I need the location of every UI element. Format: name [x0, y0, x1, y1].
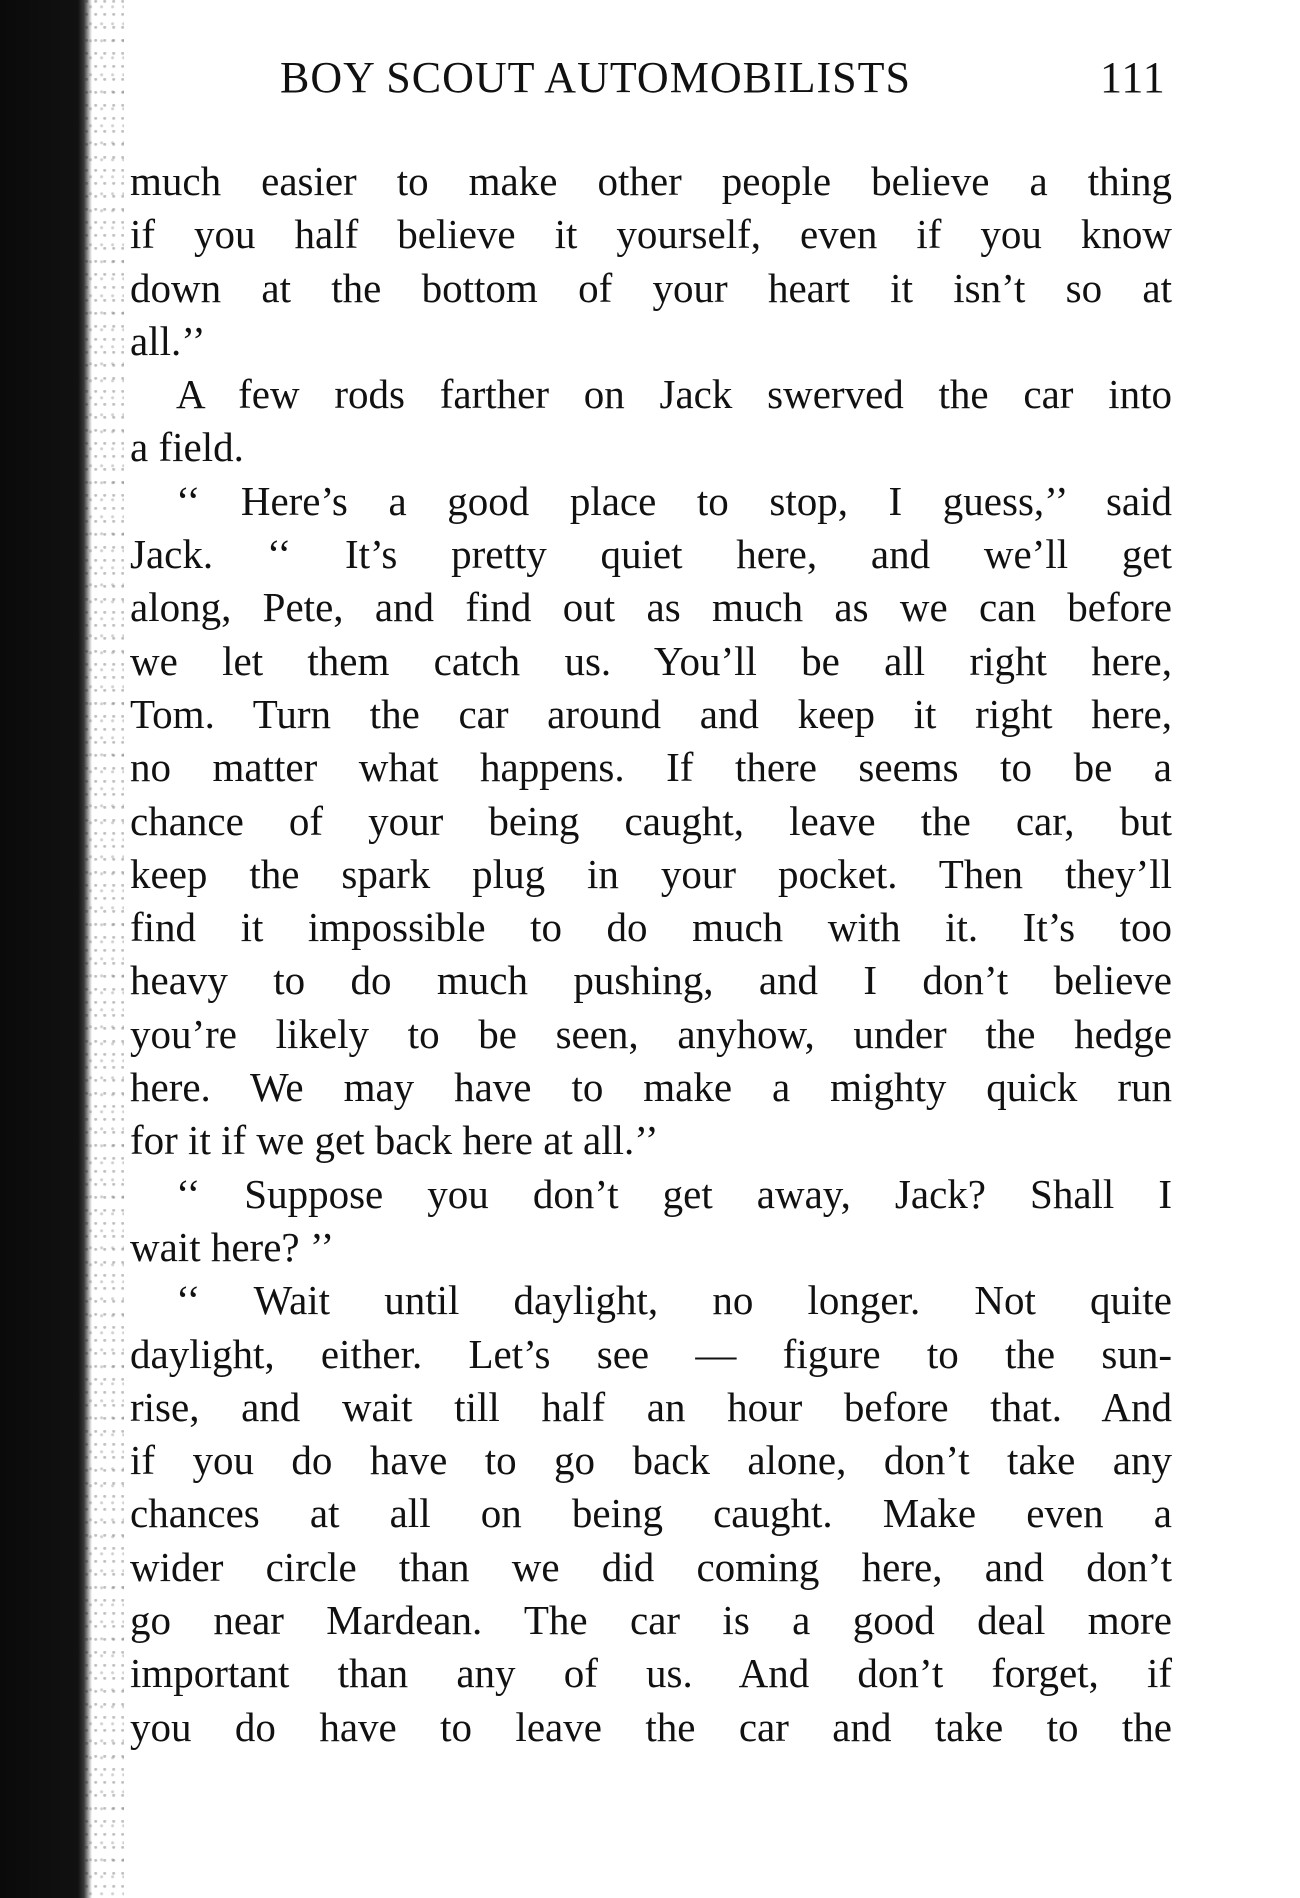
- text-line: wait here? ’’: [130, 1223, 335, 1270]
- text-line: ‘‘ Suppose you don’t get away, Jack? Shall I: [176, 1170, 1172, 1217]
- text-line: we let them catch us. You’ll be all right here,: [130, 637, 1172, 684]
- binding-speckle: [84, 0, 124, 1898]
- page-number: 111: [1100, 53, 1166, 102]
- text-line: along, Pete, and find out as much as we can before: [130, 584, 1172, 631]
- text-line: daylight, either. Let’s see — figure to the sun-: [130, 1330, 1172, 1377]
- text-line: wider circle than we did coming here, and don’t: [130, 1543, 1172, 1590]
- text-line: for it if we get back here at all.’’: [130, 1117, 659, 1164]
- text-line: if you do have to go back alone, don’t take any: [130, 1437, 1172, 1484]
- text-line: ‘‘ Here’s a good place to stop, I guess,’’ said: [176, 477, 1172, 524]
- text-line: here. We may have to make a mighty quick run: [130, 1064, 1172, 1111]
- text-line: important than any of us. And don’t forget, if: [130, 1650, 1172, 1697]
- text-line: a field.: [130, 424, 244, 471]
- text-line: chances at all on being caught. Make even a: [130, 1490, 1172, 1537]
- text-line: no matter what happens. If there seems to be a: [130, 744, 1172, 791]
- text-line: chance of your being caught, leave the car, but: [130, 797, 1172, 844]
- text-line: Jack. ‘‘ It’s pretty quiet here, and we’ll get: [130, 531, 1172, 578]
- text-line: keep the spark plug in your pocket. Then they’ll: [130, 850, 1172, 897]
- text-line: you’re likely to be seen, anyhow, under the hedge: [130, 1010, 1172, 1057]
- running-head: [280, 52, 1180, 112]
- text-line: go near Mardean. The car is a good deal more: [130, 1597, 1172, 1644]
- text-line: rise, and wait till half an hour before that. And: [130, 1383, 1172, 1430]
- text-line: you do have to leave the car and take to the: [130, 1703, 1172, 1750]
- text-line: all.’’: [130, 317, 206, 364]
- binding-shadow: [0, 0, 92, 1898]
- body-text: [130, 155, 1172, 1754]
- text-line: ‘‘ Wait until daylight, no longer. Not quite: [176, 1277, 1172, 1324]
- text-line: much easier to make other people believe a thing: [130, 158, 1172, 204]
- text-line: down at the bottom of your heart it isn’t so at: [130, 264, 1172, 311]
- text-line: A few rods farther on Jack swerved the car into: [176, 371, 1172, 418]
- text-line: heavy to do much pushing, and I don’t believe: [130, 957, 1172, 1004]
- text-line: find it impossible to do much with it. It’s too: [130, 904, 1172, 951]
- book-title: BOY SCOUT AUTOMOBILISTS: [280, 53, 911, 102]
- text-line: if you half believe it yourself, even if you know: [130, 211, 1172, 258]
- text-line: Tom. Turn the car around and keep it right here,: [130, 690, 1172, 737]
